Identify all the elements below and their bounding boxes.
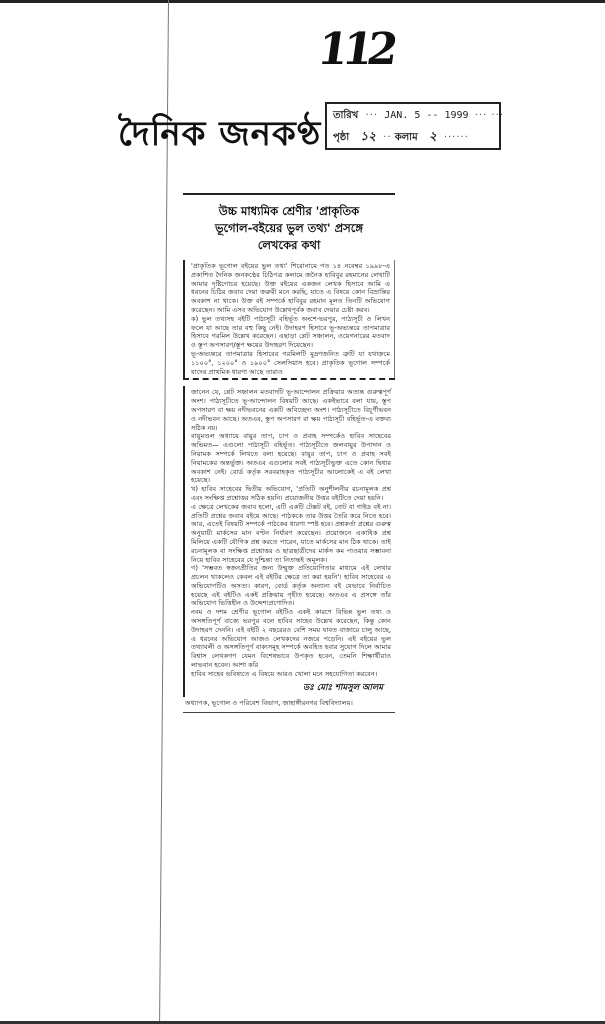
headline-line: ভূগোল-বইয়ের ভুল তথ্য' প্রসঙ্গে (214, 221, 364, 235)
article-paragraph: 'প্রাকৃতিক ভূগোল বইয়ের ভুল তথ্য' শিরোনামে গত ১৪ নবেম্বর ১৯৯৮-এ প্রকাশিত দৈনিক জনকণ্ঠের চিঠিপত্র কলামে জনৈক হাবিবুর রহমানের লেখাটি আমার দৃষ্টিগোচর হয়েছে। উক্ত বইয়ের একজন লেখক হিসাবে আমি এ ধরনের চিঠির জবাব দেয়া জরুরী মনে করছি, যাতে এ বিষয়ে কোন বিভ্রান্তির অবকাশ না থাকে। উক্ত বই সম্পর্কে হাবিবুর রহমান মূলত তিনটি অভিযোগ করেছেন। আমি এসব অভিযোগ উল্লেখপূর্বক জবাব দেয়ার চেষ্টা করব। (191, 262, 390, 314)
article-paragraph: খ) হাবিব সাহেবের দ্বিতীয় অভিযোগ, 'প্রতিটি অনুশীলনীর রচনামূলক প্রশ্ন এবং সংক্ষিপ্ত প্রশ্নোত্তর সঠিক হয়নি। প্রয়োজনীয় উত্তর বইটিতে দেয়া হয়নি। (191, 485, 391, 502)
scan-top-edge (0, 0, 605, 3)
article-intro-box (183, 260, 395, 378)
top-rule (183, 193, 395, 195)
newspaper-clipping (183, 193, 395, 713)
stamp-page-value: ১২ (360, 129, 376, 143)
article-paragraph: জানেন যে, প্লেট সঞ্চালন মতবাদটি ভূ-আন্দোলন প্রক্রিয়ার অত্যন্ত গুরুত্বপূর্ণ অংশ। পাঠ্যসূচীতে ভূ-আন্দোলন বিষয়টি আছে। একইভাবে বলা যায়, স্তূপ অপসারণ বা ক্ষয় নদীভবনের একটি অবিচ্ছেদ্য অংশ। পাঠ্যসূচীতে বিচূর্ণীভবন ও নদীভবন আছে। অতএব, স্তূপ অপসারণ বা ক্ষয় পাঠ্যসূচী বহির্ভূত-এ বক্তব্য সঠিক নয়। (191, 388, 391, 432)
stamp-column-value: ২ (428, 129, 437, 143)
author-signature: ডঃ মোঃ শামসুল আলম (303, 682, 383, 693)
stamp-dots: ··· (365, 110, 379, 121)
stamp-dots: ······ (443, 132, 469, 143)
stamp-page-row (333, 128, 469, 148)
article-paragraph: ভূ-অভ্যন্তরে তাপমাত্রার হিসাবের গরমিলটি মুদ্রণজনিত ত্রুটি যা যথাক্রমে ১১০০°, ১২০০° ও ১৯০০° সেলসিয়াস হবে। প্রাকৃতিক ভূগোল সম্পর্কে যাদের প্রাথমিক ধারণা আছে তারাও (191, 349, 390, 376)
stamp-date-value: JAN. 5 -- 1999 (384, 110, 469, 121)
article-paragraph: গ) 'সম্ভবত স্বজনপ্রীতির জন্য উন্মুক্ত প্রতিযোগিতার মাধ্যমে এই লেখার প্রচলন থাকলেও কেবল এই বইটির ক্ষেত্রে তা করা হয়নি'। হাবিব সাহেবের এ অভিযোগটিও অসত্য। কারণ, বোর্ড কর্তৃক অন্যান্য বই যেভাবে নির্বাচিত হয়েছে এই বইটিও একই প্রক্রিয়ায় গৃহীত হয়েছে। অতএব এ প্রসঙ্গে তাঁর অভিযোগ ভিত্তিহীন ও উদ্দেশ্যপ্রণোদিত। (191, 564, 391, 608)
handwritten-page-number: 112 (314, 24, 396, 75)
article-paragraph: ক) ভুল তথ্যসহ বইটি পাঠ্যসূচী বহির্ভূত অংশে-ভরপুর, পাঠ্যসূচী ও লিখন ফলে যা আছে তার বহু কিছু নেই। উদাহরণ হিসাবে ভূ-অভ্যন্তরে তাপমাত্রার হিসাবে গরমিল উল্লেখ করেছেন। এছাড়া প্লেট সঞ্চালন, ওয়েগনারের মতবাদ ও স্তূপ অপসারণ/স্তূপ ক্ষয়ের উদাহরণ দিয়েছেন। (191, 314, 390, 350)
article-paragraph: বায়ুমণ্ডল অধ্যায়ে বায়ুর তাপ, চাপ ও প্রবাহ সম্পর্কেও হাবিব সাহেবের অভিমত— এগুলো পাঠ্যসূচী বহির্ভূত। পাঠ্যসূচীতে জলবায়ুর উপাদান ও নিয়ামক সম্পর্কে লিখতে বলা হয়েছে। বায়ুর তাপ, চাপ ও প্রবাহ সবই নিয়ামকের অন্তর্ভুক্ত। অতএব এগুলোর সবই পাঠ্যসূচীভুক্ত এতে কোন দ্বিধার অবকাশ নেই। বোর্ড কর্তৃক সরবরাহকৃত পাঠ্যসূচীর আলোকেই এ বই লেখা হয়েছে। (191, 432, 391, 485)
stamp-dots: ··· ··· (474, 110, 505, 121)
article-paragraph: এ ক্ষেত্রে লেখকের জবাব হলো, এটি একটি টেক্সট বই, নোট বা গাইড বই না। প্রতিটি প্রশ্নের জবাব বইয়ে আছে। পাঠককে তার উত্তর তৈরি করে নিতে হবে। আর, এতেই বিষয়টি সম্পর্কে পাঠকের ধারণা স্পষ্ট হবে। প্রশ্নকর্তা প্রশ্নের গুরুত্ব অনুযায়ী মার্কসের মান বণ্টন নির্ধারণ করেছেন। প্রয়োজনে একাধিক প্রশ্ন মিলিয়ে একটি যৌগিক প্রশ্ন করতে পারেন, যাতে মার্কসের মান ঠিক থাকে। তাই রচনামূলক বা সংক্ষিপ্ত প্রশ্নোত্তর ও ছাত্রছাত্রীদের মার্কস কম পাওয়ার সম্ভাবনা নিয়ে হাবিব সাহেবের যে দুশ্চিন্তা তা নিতান্তই অমূলক। (191, 502, 391, 564)
stamp-column-label: কলাম (394, 132, 418, 143)
author-affiliation: অধ্যাপক, ভূগোল ও পরিবেশ বিভাগ, জাহাঙ্গীরনগর বিশ্ববিদ্যালয়। (185, 698, 353, 707)
headline-line: লেখকের কথা (257, 238, 321, 252)
article-body (183, 386, 395, 696)
end-rule (183, 712, 395, 713)
stamp-date-label: তারিখ (333, 110, 359, 121)
stamp-dots: ·· (383, 132, 392, 143)
headline-line: উচ্চ মাধ্যমিক শ্রেণীর 'প্রাকৃতিক (218, 204, 360, 218)
article-paragraph: হাবিব সাহেব ভবিষ্যতে এ বিষয়ে আরও খোলা মনে সহযোগিতা করবেন। (191, 669, 378, 678)
section-rule (183, 378, 395, 380)
date-stamp (325, 102, 505, 150)
newspaper-masthead: দৈনিক জনকণ্ঠ (118, 114, 322, 154)
stamp-date-row (333, 108, 504, 125)
article-paragraph: নবম ও দশম শ্রেণীর ভূগোল বইটিও একই কারণে বিভিন্ন ভুল তথ্য ও অসঙ্গতিপূর্ণ বাক্যে ভরপুর বলে হাবিব সাহেব উল্লেখ করেছেন, কিন্তু কোন উদাহরণ দেননি। এই বইটি ২ বছরেরও বেশি সময় যাবত বাজারে চালু আছে, এ ধরনের অভিযোগ আজও লেখকদের নজরে পড়েনি। এই বইয়ের ভুল তথ্যাবলী ও অসঙ্গতিপূর্ণ বাক্যসমূহ সম্পর্কে অবহিত হবার সুযোগ দিলে আমার বিশ্বাস লেখকগণ যেমন বিশেষভাবে উপকৃত হবেন, তেমনি শিক্ষার্থীরাও লাভবান হবেন। আশা করি (191, 608, 391, 670)
stamp-page-label: পৃষ্ঠা (333, 132, 350, 143)
article-headline (183, 197, 395, 260)
